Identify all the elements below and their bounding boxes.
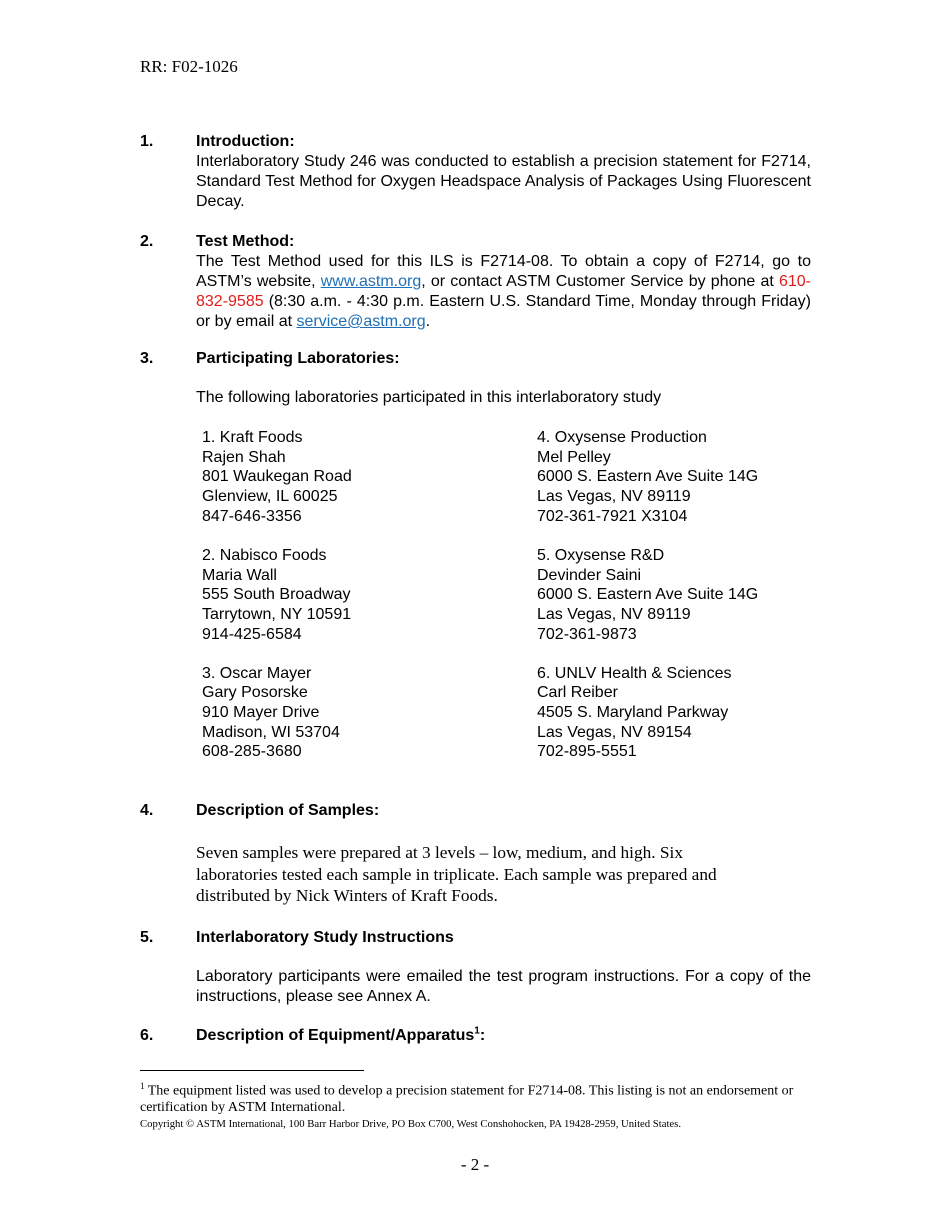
lab-contact: Carl Reiber xyxy=(537,684,618,702)
lab-contact: Maria Wall xyxy=(202,566,277,584)
samples-paragraph xyxy=(196,842,811,907)
laboratory-column-right xyxy=(537,428,837,781)
lab-contact: Gary Posorske xyxy=(202,684,308,702)
lab-street: 555 South Broadway xyxy=(202,586,351,604)
lab-city: Madison, WI 53704 xyxy=(202,723,340,741)
section-description-of-samples xyxy=(140,801,811,907)
lab-name: 5. Oxysense R&D xyxy=(537,546,665,564)
laboratory-entry xyxy=(537,664,837,763)
astm-website-link[interactable]: www.astm.org xyxy=(320,273,422,290)
lab-city: Tarrytown, NY 10591 xyxy=(202,605,352,623)
page-header-ref: RR: F02-1026 xyxy=(140,57,238,76)
lab-city: Las Vegas, NV 89119 xyxy=(537,605,691,623)
customer-service-phone: 610-832-9585 xyxy=(196,273,812,310)
footnote-divider xyxy=(140,1070,364,1071)
section-title: Test Method: xyxy=(196,233,295,250)
section-equipment-apparatus xyxy=(140,1026,811,1046)
lab-phone: 702-361-9873 xyxy=(537,625,637,643)
method-text-1: The Test Method used for this ILS is F2714-08. To obtain a copy of F2714, go to ASTM’s website, xyxy=(196,253,811,290)
instructions-paragraph: Laboratory participants were emailed the test program instructions. For a copy of the instructions, please see Annex A. xyxy=(196,968,811,1005)
lab-phone: 702-895-5551 xyxy=(537,743,637,761)
lab-contact: Mel Pelley xyxy=(537,448,611,466)
lab-name: 3. Oscar Mayer xyxy=(202,664,312,682)
equipment-title-colon: : xyxy=(479,1027,486,1044)
footnote-mark: 1 xyxy=(140,1081,145,1091)
lab-street: 801 Waukegan Road xyxy=(202,468,352,486)
lab-phone: 702-361-7921 X3104 xyxy=(537,507,688,525)
lab-contact: Devinder Saini xyxy=(537,566,642,584)
method-text-3: (8:30 a.m. - 4:30 p.m. Eastern U.S. Standard Time, Monday through Friday) or by email at xyxy=(196,293,811,330)
lab-street: 4505 S. Maryland Parkway xyxy=(537,704,729,722)
section-title: Description of Samples: xyxy=(196,802,380,819)
section-test-method xyxy=(140,232,811,332)
section-number: 1. xyxy=(140,133,154,150)
section-number: 2. xyxy=(140,233,154,250)
lab-street: 6000 S. Eastern Ave Suite 14G xyxy=(537,468,759,486)
equipment-title-text: Description of Equipment/Apparatus xyxy=(196,1027,475,1044)
lab-name: 2. Nabisco Foods xyxy=(202,546,327,564)
lab-phone: 608-285-3680 xyxy=(202,743,302,761)
footnote-text: The equipment listed was used to develop a precision statement for F2714-08. This listing is not an endorsement or certification by ASTM International. xyxy=(140,1083,794,1115)
lab-name: 6. UNLV Health & Sciences xyxy=(537,664,732,682)
section-study-instructions xyxy=(140,928,811,1007)
section-title: Interlaboratory Study Instructions xyxy=(196,929,454,946)
lab-street: 6000 S. Eastern Ave Suite 14G xyxy=(537,586,759,604)
copyright-notice: Copyright © ASTM International, 100 Barr Harbor Drive, PO Box C700, West Conshohocken, PA 19428-2959, United States. xyxy=(140,1118,682,1130)
service-email-link[interactable]: service@astm.org xyxy=(296,313,426,330)
laboratory-entry xyxy=(202,664,502,763)
method-text-2: , or contact ASTM Customer Service by phone at xyxy=(421,273,779,290)
laboratory-entry xyxy=(202,428,502,527)
lab-phone: 914-425-6584 xyxy=(202,625,302,643)
method-paragraph xyxy=(196,252,811,332)
lab-phone: 847-646-3356 xyxy=(202,507,302,525)
section-number: 5. xyxy=(140,929,154,946)
method-text-4: . xyxy=(425,313,431,330)
lab-name: 4. Oxysense Production xyxy=(537,429,707,446)
samples-line: laboratories tested each sample in triplicate. Each sample was prepared and xyxy=(196,864,717,884)
lab-city: Glenview, IL 60025 xyxy=(202,488,338,506)
section-title: Introduction: xyxy=(196,133,295,150)
lab-name: 1. Kraft Foods xyxy=(202,429,303,446)
labs-intro: The following laboratories participated in this interlaboratory study xyxy=(196,389,662,406)
lab-street: 910 Mayer Drive xyxy=(202,704,320,722)
section-title xyxy=(196,1026,811,1046)
intro-paragraph: Interlaboratory Study 246 was conducted to establish a precision statement for F2714, Standard Test Method for Oxygen Headspace Analysis of Packages Using Fluorescent Decay. xyxy=(196,153,811,210)
footnote-reference: 1 xyxy=(474,1025,480,1037)
laboratory-entry xyxy=(537,428,837,527)
lab-city: Las Vegas, NV 89119 xyxy=(537,488,691,506)
section-participating-laboratories xyxy=(140,349,811,408)
samples-line: Seven samples were prepared at 3 levels – low, medium, and high. Six xyxy=(196,843,683,862)
section-number: 6. xyxy=(140,1027,154,1044)
laboratory-entry xyxy=(202,546,502,645)
laboratory-column-left xyxy=(202,428,502,781)
section-title: Participating Laboratories: xyxy=(196,350,400,367)
section-number: 3. xyxy=(140,350,154,367)
footnote xyxy=(140,1078,820,1116)
lab-contact: Rajen Shah xyxy=(202,448,286,466)
section-introduction xyxy=(140,132,811,212)
lab-city: Las Vegas, NV 89154 xyxy=(537,723,692,741)
samples-line: distributed by Nick Winters of Kraft Foods. xyxy=(196,886,498,905)
laboratory-entry xyxy=(537,546,837,645)
section-number: 4. xyxy=(140,802,154,819)
page-number: - 2 - xyxy=(460,1155,490,1174)
